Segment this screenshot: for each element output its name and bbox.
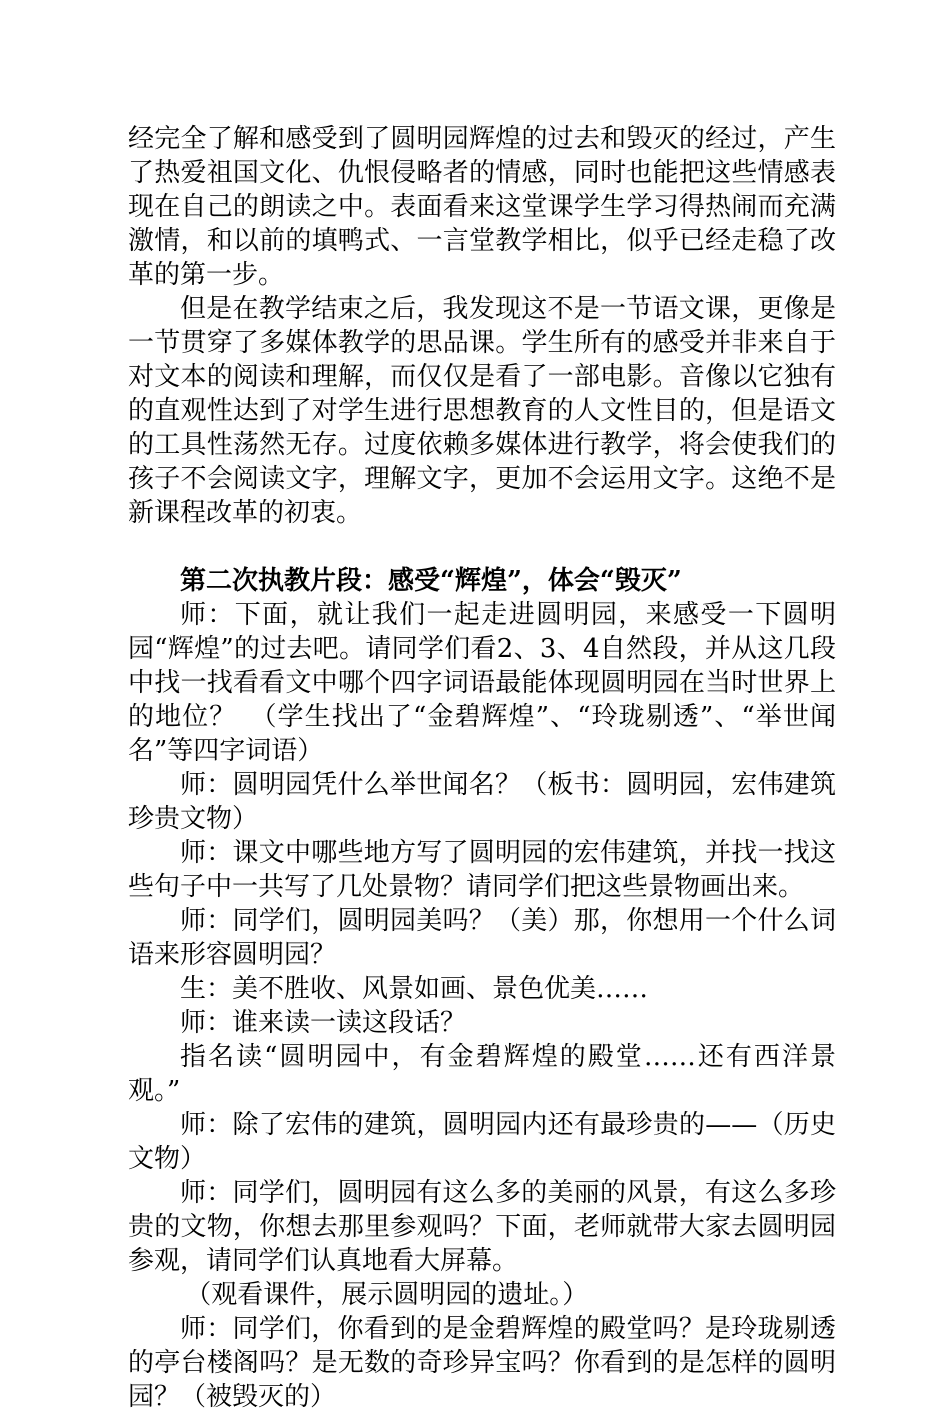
- dialogue-line: 师：同学们，圆明园有这么多的美丽的风景，有这么多珍贵的文物，你想去那里参观吗？下面，老师就带大家去圆明园参观，请同学们认真地看大屏幕。: [128, 1178, 836, 1276]
- stage-direction: （观看课件，展示圆明园的遗址。）: [185, 1280, 589, 1310]
- dialogue-line: 师：谁来读一读这段话？: [180, 1008, 467, 1038]
- dialogue-line: 师：下面，就让我们一起走进圆明园，来感受一下圆明园“辉煌”的过去吧。请同学们看2、3、4自然段，并从这几段中找一找看看文中哪个四字词语最能体现圆明园在当时世界上的地位？ （学生找出了“金碧辉煌”、“玲珑剔透”、“举世闻名”等四字词语）: [128, 600, 836, 766]
- dialogue-line: 指名读“圆明园中，有金碧辉煌的殿堂……还有西洋景观。”: [128, 1042, 836, 1106]
- dialogue-line: 师：同学们，你看到的是金碧辉煌的殿堂吗？是玲珑剔透的亭台楼阁吗？是无数的奇珍异宝吗？你看到的是怎样的圆明园？（被毁灭的）: [128, 1314, 836, 1412]
- dialogue-line: 师：同学们，圆明园美吗？（美）那，你想用一个什么词语来形容圆明园？: [128, 906, 836, 970]
- dialogue-line: 生：美不胜收、风景如画、景色优美……: [180, 974, 649, 1004]
- section-heading: 第二次执教片段：感受“辉煌”，体会“毁灭”: [180, 566, 682, 596]
- blank-line: [128, 530, 836, 564]
- paragraph-continuation: 经完全了解和感受到了圆明园辉煌的过去和毁灭的经过，产生了热爱祖国文化、仇恨侵略者的情感，同时也能把这些情感表现在自己的朗读之中。表面看来这堂课学生学习得热闹而充满激情，和以前的填鸭式、一言堂教学相比，似乎已经走稳了改革的第一步。: [128, 124, 836, 290]
- dialogue-line: 师：课文中哪些地方写了圆明园的宏伟建筑，并找一找这些句子中一共写了几处景物？请同学们把这些景物画出来。: [128, 838, 836, 902]
- document-page: [128, 122, 836, 1414]
- paragraph-reflection: 但是在教学结束之后，我发现这不是一节语文课，更像是一节贯穿了多媒体教学的思品课。学生所有的感受并非来自于对文本的阅读和理解，而仅仅是看了一部电影。音像以它独有的直观性达到了对学生进行思想教育的人文性目的，但是语文的工具性荡然无存。过度依赖多媒体进行教学，将会使我们的孩子不会阅读文字，理解文字，更加不会运用文字。这绝不是新课程改革的初衷。: [128, 294, 836, 528]
- dialogue-line: 师：除了宏伟的建筑，圆明园内还有最珍贵的——（历史文物）: [128, 1110, 836, 1174]
- dialogue-line: 师：圆明园凭什么举世闻名？（板书：圆明园，宏伟建筑珍贵文物）: [128, 770, 836, 834]
